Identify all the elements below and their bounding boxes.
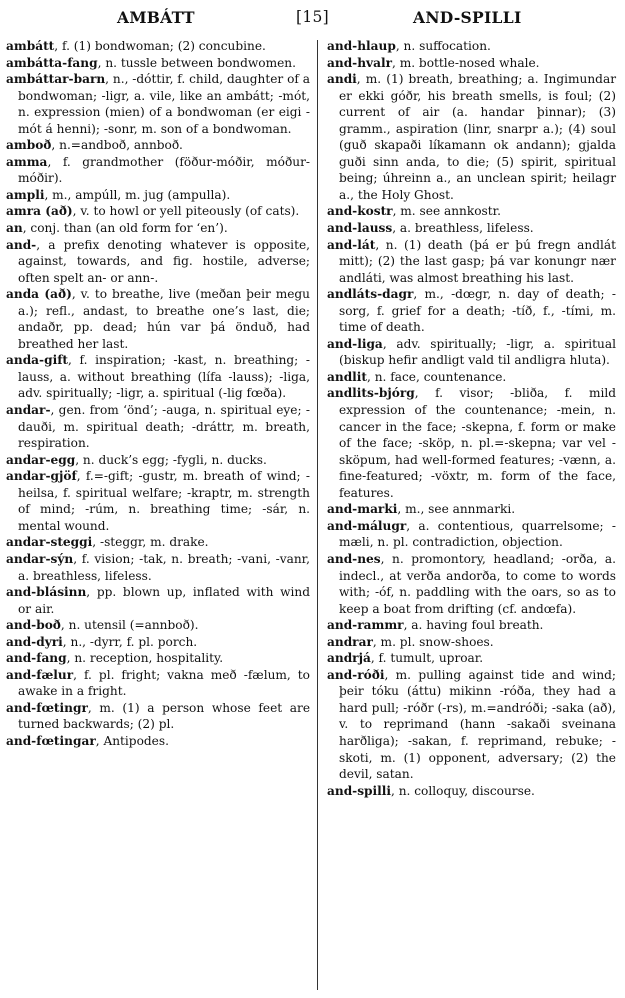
header-right-guideword: AND-SPILLI	[413, 8, 522, 27]
dictionary-entry: andlits-bjórg, f. visor; -bliða, f. mild expression of the countenance; -mein, n. cancer in the face; -skepna, f. form or make of the face; -sköp, n. pl.=-skepna; var vel -sköpum, had well-formed features; -vænn, a. fine-featured; -vöxtr, m. form of the face, features.	[327, 386, 616, 500]
dictionary-entry: and-boð, n. utensil (=annboð).	[6, 618, 199, 633]
dictionary-entry: andar-gjöf, f.=-gift; -gustr, m. breath of wind; -heilsa, f. spiritual welfare; -kraptr, m. strength of mind; -rúm, n. breathing time; -sár, n. mental wound.	[6, 469, 310, 533]
dictionary-entry: and-fang, n. reception, hospitality.	[6, 651, 224, 666]
dictionary-entry: and-fœtingar, Antipodes.	[6, 733, 169, 748]
dictionary-entry: andi, m. (1) breath, breathing; a. Ingimundar er ekki góðr, his breath smells, is foul; (2) current of air (a. handar þinnar); (3) gramm., aspiration (linr, snarpr a.); (4) soul (guð skapaði líkamann ok andann); gjalda guði sinn anda, to die; (5) spirit, spiritual being; úhreinn a., an unclean spirit; heilagr a., the Holy Ghost.	[327, 72, 616, 202]
left-column	[6, 38, 310, 750]
dictionary-entry: ambáttar-barn, n., -dóttir, f. child, daughter of a bondwoman; -ligr, a. vile, like an ambátt; -mót, n. expression (mien) of a bondwoman (er eigi -mót á henni); -sonr, m. son of a bondwoman.	[6, 72, 310, 136]
dictionary-entry: anda (að), v. to breathe, live (meðan þeir megu a.); refl., andast, to breathe one’s last, die; andaðr, pp. dead; hún var þá önduð, had breathed her last.	[6, 287, 310, 351]
page-header	[0, 0, 625, 34]
dictionary-entry: andrar, m. pl. snow-shoes.	[327, 634, 494, 649]
dictionary-entry: andar-steggi, -steggr, m. drake.	[6, 535, 209, 550]
dictionary-entry: and-rammr, a. having foul breath.	[327, 618, 544, 633]
dictionary-entry: and-liga, adv. spiritually; -ligr, a. spiritual (biskup hefir andligt vald til andligra hluta).	[327, 336, 616, 368]
dictionary-entry: and-nes, n. promontory, headland; -orða, a. indecl., at verða andorða, to come to words with; -óf, n. paddling with the oars, so as to keep a boat from drifting (cf. andœfa).	[327, 551, 616, 616]
dictionary-entry: and-hlaup, n. suffocation.	[327, 39, 491, 53]
dictionary-entry: ambátta-fang, n. tussle between bondwomen.	[6, 55, 296, 70]
dictionary-entry: and-spilli, n. colloquy, discourse.	[327, 783, 535, 798]
dictionary-entry: ambátt, f. (1) bondwoman; (2) concubine.	[6, 39, 266, 53]
dictionary-entry: amra (að), v. to howl or yell piteously (of cats).	[6, 204, 300, 219]
column-divider	[317, 40, 318, 990]
dictionary-entry: andláts-dagr, m., -dœgr, n. day of death; -sorg, f. grief for a death; -tíð, f., -tími, m. time of death.	[327, 287, 616, 335]
dictionary-entry: and-róði, m. pulling against tide and wind; þeir tóku (áttu) mikinn -róða, they had a hard pull; -róðr (-rs), m.=andróði; -saka (að), v. to reprimand (hann -sakaði sveinana harðliga); -sakan, f. reprimand, rebuke; -skoti, m. (1) opponent, adversary; (2) the devil, satan.	[327, 667, 616, 782]
dictionary-entry: an, conj. than (an old form for ‘en’).	[6, 221, 228, 236]
dictionary-entry: and-marki, m., see annmarki.	[327, 502, 516, 517]
dictionary-entry: and-lát, n. (1) death (þá er þú fregn andlát mitt); (2) the last gasp; þá var konungr nær andláti, was almost breathing his last.	[327, 237, 616, 285]
dictionary-entry: and-fœtingr, m. (1) a person whose feet are turned backwards; (2) pl.	[6, 700, 310, 732]
dictionary-entry: and-blásinn, pp. blown up, inflated with wind or air.	[6, 585, 310, 616]
dictionary-entry: and-málugr, a. contentious, quarrelsome; -mæli, n. pl. contradiction, objection.	[327, 518, 616, 550]
dictionary-entry: and-dyri, n., -dyrr, f. pl. porch.	[6, 634, 198, 649]
dictionary-entry: amboð, n.=andboð, annboð.	[6, 138, 183, 153]
dictionary-entry: and-fælur, f. pl. fright; vakna með -fælum, to awake in a fright.	[6, 667, 310, 699]
dictionary-entry: andrjá, f. tumult, uproar.	[327, 651, 484, 666]
dictionary-entry: andlit, n. face, countenance.	[327, 369, 507, 384]
page-number: [15]	[296, 8, 330, 26]
dictionary-entry: amma, f. grandmother (föður-móðir, móður-móðir).	[6, 154, 310, 186]
dictionary-entry: and-hvalr, m. bottle-nosed whale.	[327, 55, 540, 70]
dictionary-entry: and-, a prefix denoting whatever is opposite, against, towards, and fig. hostile, adverse; often spelt an- or ann-.	[6, 237, 310, 285]
dictionary-entry: and-kostr, m. see annkostr.	[327, 204, 501, 219]
right-column	[327, 38, 616, 799]
header-left-guideword: AMBÁTT	[117, 8, 195, 27]
dictionary-entry: andar-, gen. from ‘önd’; -auga, n. spiritual eye; -dauði, m. spiritual death; -dráttr, m. breath, respiration.	[6, 403, 310, 451]
dictionary-entry: and-lauss, a. breathless, lifeless.	[327, 221, 534, 236]
dictionary-entry: andar-sýn, f. vision; -tak, n. breath; -vani, -vanr, a. breathless, lifeless.	[6, 551, 310, 583]
dictionary-entry: anda-gift, f. inspiration; -kast, n. breathing; -lauss, a. without breathing (lífa -lauss); -liga, adv. spiritually; -ligr, a. spiritual (-lig fœða).	[6, 353, 310, 401]
dictionary-entry: ampli, m., ampúll, m. jug (ampulla).	[6, 187, 231, 202]
dictionary-entry: andar-egg, n. duck’s egg; -fygli, n. ducks.	[6, 452, 267, 467]
